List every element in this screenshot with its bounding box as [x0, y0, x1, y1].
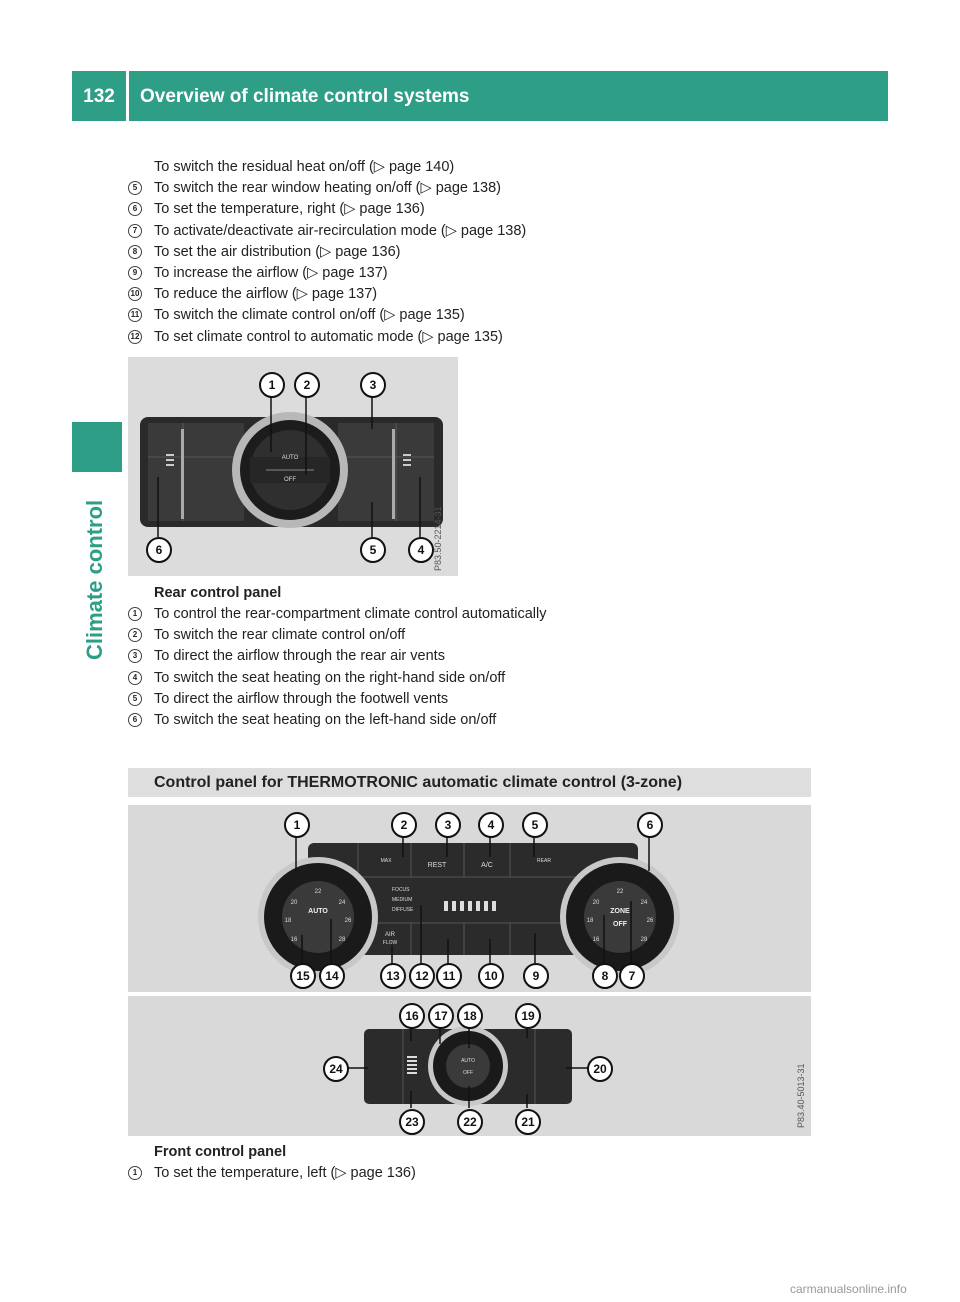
- callout-19: 19: [515, 1003, 541, 1029]
- list-item: 5 To direct the airflow through the footwell vents: [128, 689, 546, 710]
- callout-1: 1: [259, 372, 285, 398]
- list-item: 12 To set climate control to automatic mode (▷ page 135): [128, 327, 526, 348]
- list-item: 7 To activate/deactivate air-recirculation mode (▷ page 138): [128, 221, 526, 242]
- off-label: OFF: [284, 477, 296, 483]
- svg-text:22: 22: [314, 889, 322, 895]
- svg-text:18: 18: [284, 918, 292, 924]
- svg-text:MEDIUM: MEDIUM: [392, 897, 413, 903]
- callout-5: 5: [522, 812, 548, 838]
- list-item: To switch the residual heat on/off (▷ page 140): [154, 159, 455, 175]
- center-console-figure: [128, 996, 811, 1136]
- item-marker: 4: [128, 671, 142, 685]
- svg-text:MAX: MAX: [380, 858, 392, 864]
- callout-18: 18: [457, 1003, 483, 1029]
- list-item: 8 To set the air distribution (▷ page 136): [128, 242, 526, 263]
- svg-text:FLOW: FLOW: [382, 940, 398, 946]
- list-item: 11 To switch the climate control on/off (▷ page 135): [128, 305, 526, 326]
- svg-text:A/C: A/C: [481, 862, 493, 869]
- item-marker: 2: [128, 628, 142, 642]
- svg-text:REAR: REAR: [537, 858, 551, 864]
- page-title: Overview of climate control systems: [140, 86, 470, 107]
- item-marker: 11: [128, 308, 142, 322]
- list-item: 9 To increase the airflow (▷ page 137): [128, 263, 526, 284]
- item-marker: 5: [128, 181, 142, 195]
- page-number: 132: [83, 86, 115, 107]
- rear-panel-caption: Rear control panel: [154, 585, 282, 601]
- zone-label: ZONE: [610, 908, 630, 915]
- callout-4: 4: [408, 537, 434, 563]
- site-watermark: carmanualsonline.info: [790, 1282, 907, 1296]
- svg-text:24: 24: [640, 900, 648, 906]
- callout-22: 22: [457, 1109, 483, 1135]
- callout-8: 8: [592, 963, 618, 989]
- auto-label: AUTO: [308, 908, 328, 915]
- item-marker: 9: [128, 266, 142, 280]
- callout-21: 21: [515, 1109, 541, 1135]
- callout-3: 3: [435, 812, 461, 838]
- chapter-label: Climate control: [82, 499, 107, 660]
- off-label: OFF: [463, 1070, 473, 1076]
- item-marker: 8: [128, 245, 142, 259]
- rear-control-panel-figure: [128, 357, 458, 576]
- chapter-tab-marker: [72, 422, 122, 472]
- auto-label: AUTO: [281, 455, 299, 461]
- svg-text:18: 18: [586, 918, 594, 924]
- callout-12: 12: [409, 963, 435, 989]
- figure-code: P83.40-5013-31: [796, 1063, 806, 1128]
- item-marker: 5: [128, 692, 142, 706]
- auto-label: AUTO: [461, 1058, 475, 1064]
- callout-17: 17: [428, 1003, 454, 1029]
- item-marker: 6: [128, 713, 142, 727]
- list-item: 3 To direct the airflow through the rear air vents: [128, 646, 546, 667]
- item-marker: 7: [128, 224, 142, 238]
- front-list: [128, 1163, 416, 1184]
- svg-text:22: 22: [616, 889, 624, 895]
- callout-10: 10: [478, 963, 504, 989]
- callout-6: 6: [637, 812, 663, 838]
- list-item: 4 To switch the seat heating on the right-hand side on/off: [128, 668, 546, 689]
- item-marker: 10: [128, 287, 142, 301]
- callout-14: 14: [319, 963, 345, 989]
- header-divider: [126, 71, 129, 121]
- item-marker: 6: [128, 202, 142, 216]
- svg-text:20: 20: [592, 900, 600, 906]
- callout-4: 4: [478, 812, 504, 838]
- list-item: 5 To switch the rear window heating on/off (▷ page 138): [128, 178, 526, 199]
- callout-6: 6: [146, 537, 172, 563]
- callout-13: 13: [380, 963, 406, 989]
- svg-text:28: 28: [338, 937, 346, 943]
- front-panel-illustration: [128, 805, 811, 992]
- off-label: OFF: [613, 921, 627, 928]
- item-marker: 1: [128, 607, 142, 621]
- callout-3: 3: [360, 372, 386, 398]
- svg-text:26: 26: [344, 918, 352, 924]
- svg-text:DIFFUSE: DIFFUSE: [392, 907, 414, 913]
- svg-text:REST: REST: [427, 862, 447, 869]
- list-item: 1 To set the temperature, left (▷ page 136): [128, 1163, 416, 1184]
- rear-list: [128, 604, 546, 731]
- svg-text:FOCUS: FOCUS: [392, 887, 410, 893]
- callout-15: 15: [290, 963, 316, 989]
- callout-20: 20: [587, 1056, 613, 1082]
- callout-2: 2: [294, 372, 320, 398]
- list-item: 6 To switch the seat heating on the left-hand side on/off: [128, 710, 546, 731]
- svg-text:16: 16: [592, 937, 600, 943]
- item-marker: 1: [128, 1166, 142, 1180]
- list-item: 2 To switch the rear climate control on/off: [128, 625, 546, 646]
- callout-7: 7: [619, 963, 645, 989]
- section-title: Control panel for THERMOTRONIC automatic climate control (3-zone): [154, 774, 683, 791]
- callout-11: 11: [436, 963, 462, 989]
- callout-9: 9: [523, 963, 549, 989]
- svg-text:24: 24: [338, 900, 346, 906]
- list-item: 1 To control the rear-compartment climate control automatically: [128, 604, 546, 625]
- list-item: 10 To reduce the airflow (▷ page 137): [128, 284, 526, 305]
- figure-code: P83.50-2214-31: [433, 506, 443, 571]
- callout-24: 24: [323, 1056, 349, 1082]
- top-list: [128, 157, 526, 348]
- svg-text:20: 20: [290, 900, 298, 906]
- callout-23: 23: [399, 1109, 425, 1135]
- callout-2: 2: [391, 812, 417, 838]
- svg-text:26: 26: [646, 918, 654, 924]
- item-marker: 12: [128, 330, 142, 344]
- front-panel-caption: Front control panel: [154, 1144, 287, 1160]
- svg-text:16: 16: [290, 937, 298, 943]
- svg-text:28: 28: [640, 937, 648, 943]
- front-control-panel-figure: [128, 805, 811, 992]
- list-item: 6 To set the temperature, right (▷ page 136): [128, 199, 526, 220]
- callout-1: 1: [284, 812, 310, 838]
- callout-16: 16: [399, 1003, 425, 1029]
- item-marker: 3: [128, 649, 142, 663]
- svg-text:AIR: AIR: [384, 932, 396, 938]
- callout-5: 5: [360, 537, 386, 563]
